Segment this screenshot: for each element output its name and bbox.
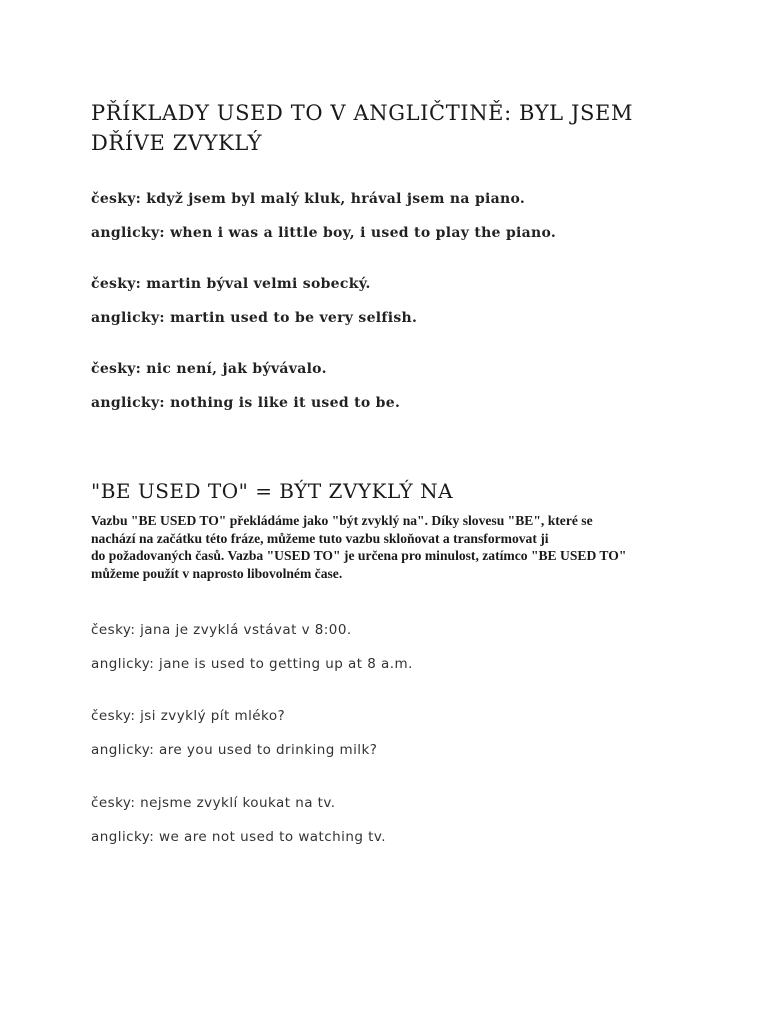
example-5-czech: česky: jsi zvyklý pít mléko? bbox=[91, 708, 286, 724]
paragraph-line: Vazbu "BE USED TO" překládáme jako "být zvyklý na". Díky slovesu "BE", které se bbox=[91, 513, 593, 528]
section-heading-be-used-to: "BE USED TO" = BÝT ZVYKLÝ NA bbox=[91, 479, 454, 503]
example-1-czech: česky: když jsem byl malý kluk, hrával jsem na piano. bbox=[91, 191, 526, 207]
example-1-english: anglicky: when i was a little boy, i used to play the piano. bbox=[91, 225, 557, 241]
example-2-czech: česky: martin býval velmi sobecký. bbox=[91, 276, 371, 292]
paragraph-line: nachází na začátku této fráze, můžeme tuto vazbu skloňovat a transformovat ji bbox=[91, 530, 549, 546]
example-5-english: anglicky: are you used to drinking milk? bbox=[91, 742, 378, 758]
example-2-english: anglicky: martin used to be very selfish. bbox=[91, 310, 418, 326]
example-6-english: anglicky: we are not used to watching tv. bbox=[91, 829, 386, 845]
paragraph-line: můžeme použít v naprosto libovolném čase. bbox=[91, 565, 343, 581]
example-3-english: anglicky: nothing is like it used to be. bbox=[91, 395, 401, 411]
example-3-czech: česky: nic není, jak bývávalo. bbox=[91, 361, 327, 377]
page-title: PŘÍKLADY USED TO V ANGLIČTINĚ: BYL JSEM DŘÍVE ZVYKLÝ bbox=[91, 101, 634, 155]
section-paragraph bbox=[91, 512, 691, 582]
example-4-czech: česky: jana je zvyklá vstávat v 8:00. bbox=[91, 622, 352, 638]
example-6-czech: česky: nejsme zvyklí koukat na tv. bbox=[91, 795, 336, 811]
paragraph-line: do požadovaných časů. Vazba "USED TO" je určena pro minulost, zatímco "BE USED TO" bbox=[91, 548, 627, 563]
example-4-english: anglicky: jane is used to getting up at 8 a.m. bbox=[91, 656, 413, 672]
